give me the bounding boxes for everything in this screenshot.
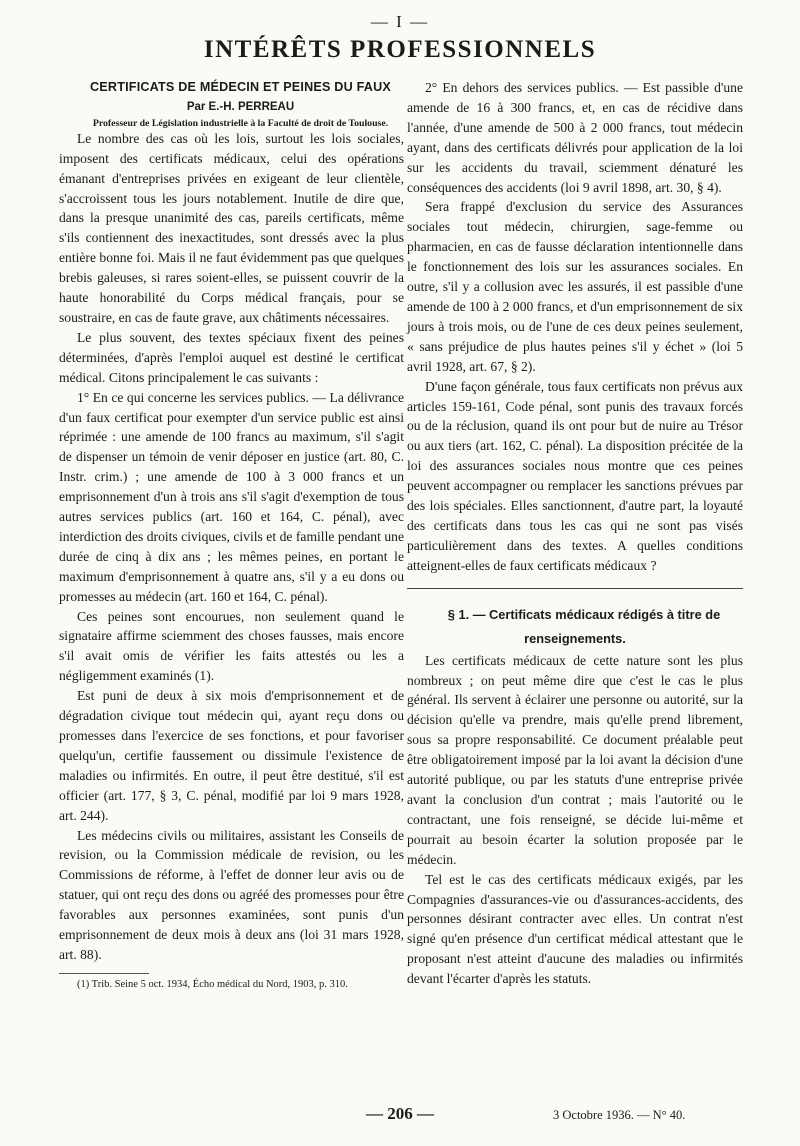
footnote-divider xyxy=(59,973,149,974)
article-title: CERTIFICATS DE MÉDECIN ET PEINES DU FAUX xyxy=(90,80,391,94)
page-marker: — I — xyxy=(370,12,430,31)
paragraph: Sera frappé d'exclusion du service des Assurances sociales tout médecin, chirurgien, sage-femme ou pharmacien, en cas de fausse déclaration intentionnelle dans le fonctionnement des lois sur les assurances sociales. En outre, s'il y a collusion avec les assurés, il est passible d'une amende de 100 à 2 000 francs, et d'un emprisonnement de six jours à trois mois, ou de l'une de ces deux peines seulement, « sans préjudice de plus hautes peines s'il y échet » (loi 5 avril 1928, art. 67, § 2). xyxy=(407,199,743,374)
section-title: INTÉRÊTS PROFESSIONNELS xyxy=(203,36,597,63)
subsection-heading: § 1. — Certificats médicaux rédigés à titre de renseignements. xyxy=(447,606,721,646)
paragraph: D'une façon générale, tous faux certificats non prévus aux articles 159-161, Code pénal, sont punis des travaux forcés ou de la réclusion, quand ils ont pour but de nuire au Trésor ou aux tiers (art. 162, C. pénal). La disposition précitée de la loi des assurances sociales nous montre que ces peines peuvent accompagner ou remplacer les sanctions prévues par des lois spéciales. Elles sanctionnent, d'autre part, la loyauté des certificats dans tous les cas qui ne sont pas visés particulièrement dans des textes. A quelles conditions atteignent-elles de faux certificats médicaux ? xyxy=(407,378,743,573)
paragraph: Les certificats médicaux de cette nature sont les plus nombreux ; on peut même dire que c'est le cas le plus général. Ils servent à éclairer une personne ou autorité, sur la décision qu'elle va prendre, mais qu'elle prend librement, sous sa propre responsabilité. Ce document préalable peut être obligatoirement imposé par la loi avant la décision d'une autorité publique, ou par les statuts d'une entreprise privée avant la conclusion d'un contrat ; mais l'autorité ou le contractant, une fois renseigné, se décide lui-même et pourrait au besoin écarter la solution proposée par le médecin. xyxy=(407,652,743,867)
paragraph: 2° En dehors des services publics. — Est passible d'une amende de 16 à 300 francs, et, en cas de récidive dans l'année, d'une amende de 500 à 2 000 francs, tout médecin ayant, dans des certificats délivrés pour application de la loi sur les accidents du travail, sciemment dénaturé les conséquences des accidents (loi 9 avril 1898, art. 30, § 4). xyxy=(407,80,743,195)
right-column xyxy=(407,78,743,989)
paragraph: Les médecins civils ou militaires, assistant les Conseils de revision, ou la Commission médicale de revision, ou les Commissions de réforme, à l'effet de donner leur avis ou de statuer, qui ont reçu des dons ou agréé des promesses pour être favorables aux personnes examinées, sont punis d'un emprisonnement de deux mois à deux ans (loi 31 mars 1928, art. 88). xyxy=(59,827,404,962)
paragraph: Est puni de deux à six mois d'emprisonnement et de dégradation civique tout médecin qui, ayant reçu dons ou promesses dans l'exercice de ses fonctions, et pour favoriser quelqu'un, certifie faussement ou dissimule l'existence de maladies ou infirmités. En outre, il peut être destitué, s'il est officier (art. 177, § 3, C. pénal, modifié par loi 9 mars 1928, art. 244). xyxy=(59,688,404,823)
issue-date: 3 Octobre 1936. — N° 40. xyxy=(553,1108,686,1122)
paragraph: Ces peines sont encourues, non seulement quand le signataire affirme sciemment des choses fausses, mais encore s'il avait omis de vérifier les faits attestés ou les a négligemment examinés (1). xyxy=(59,608,404,684)
article-byline: Par E.-H. PERREAU xyxy=(186,100,295,113)
paragraph: Le plus souvent, des textes spéciaux fixent des peines déterminées, d'après l'emploi auquel est destiné le certificat médical. Citons principalement le cas suivants : xyxy=(59,329,404,385)
footnote: (1) Trib. Seine 5 oct. 1934, Écho médical du Nord, 1903, p. 310. xyxy=(77,978,348,990)
section-divider xyxy=(407,588,743,589)
author-affiliation: Professeur de Législation industrielle à la Faculté de droit de Toulouse. xyxy=(92,117,389,129)
left-column xyxy=(59,78,404,991)
paragraph: Tel est le cas des certificats médicaux exigés, par les Compagnies d'assurances-vie ou d'assurances-accidents, des personnes désirant contracter avec elles. Un contrat n'est signé qu'en présence d'un certificat médical attestant que le proposant n'est atteint d'aucune des maladies ou infirmités devant l'écarter d'après les statuts. xyxy=(407,871,743,987)
paragraph: 1° En ce qui concerne les services publics. — La délivrance d'un faux certificat pour exempter d'un service public est ainsi réprimée : une amende de 100 francs au maximum, s'il s'agit de dispenser un témoin de venir déposer en justice (art. 80, C. Instr. crim.) ; une amende de 100 à 3 000 francs et un emprisonnement d'un à trois ans s'il s'agit d'exemption de tous autres services publics (art. 160 et 164, C. pénal), avec interdiction des droits civiques, civils et de famille pendant une durée de cinq à dix ans ; les mêmes peines, en portant le maximum d'emprisonnement à quatre ans, s'il y a eu dons ou promesses au médecin (art. 160 et 164, C. pénal). xyxy=(59,389,404,604)
page-number: — 206 — xyxy=(366,1104,434,1123)
paragraph: Le nombre des cas où les lois, surtout les lois sociales, imposent des certificats médicaux, celui des opérations émanant d'entreprises privées en exigeant de leur clientèle, s'accroissent tous les jours notablement. Inutile de dire que, dans la presque unanimité des cas, pareils certificats, même s'ils contiennent des inexactitudes, sont dressés avec la plus entière bonne foi. Mais il ne faut évidemment pas que quelques brebis galeuses, si rares soient-elles, se puissent couvrir de la haute honorabilité du Corps médical français, pour se soustraire, en cas de faute grave, aux châtiments nécessaires. xyxy=(59,130,404,325)
